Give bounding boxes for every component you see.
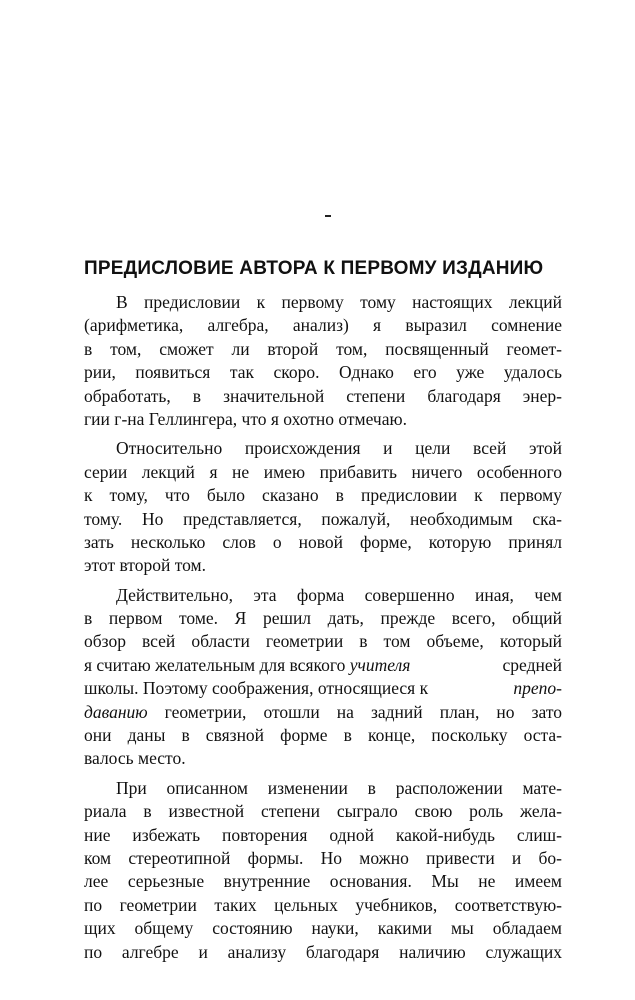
text-line: серии лекций я не имею прибавить ничего особенного bbox=[84, 461, 562, 482]
text-line bbox=[84, 654, 562, 677]
text-line bbox=[84, 677, 562, 700]
text-line: в том, сможет ли второй том, посвященный геомет- bbox=[84, 338, 562, 359]
page-title: ПРЕДИСЛОВИЕ АВТОРА К ПЕРВОМУ ИЗДАНИЮ bbox=[84, 258, 544, 279]
text-line: В предисловии к первому тому настоящих лекций bbox=[116, 292, 562, 312]
text-line: обзор всей области геометрии в том объеме, который bbox=[84, 631, 562, 652]
text-line: Действительно, эта форма совершенно иная, чем bbox=[116, 584, 562, 605]
paragraph-3 bbox=[84, 584, 562, 771]
text-run: средней bbox=[502, 654, 562, 675]
emphasis-text: учителя bbox=[349, 654, 411, 675]
text-run: геометрии, отошли на задний план, но зато bbox=[147, 701, 562, 722]
text-line: обработать, в значительной степени благодаря энер- bbox=[84, 385, 562, 406]
paragraph-1 bbox=[84, 291, 562, 431]
decorative-dash bbox=[325, 215, 331, 217]
text-run: школы. Поэтому соображения, относящиеся к bbox=[84, 678, 433, 699]
text-line: щих общему состоянию науки, какими мы обладаем bbox=[84, 918, 562, 939]
preface-body bbox=[84, 291, 562, 964]
text-line: тому. Но представляется, пожалуй, необходимым ска- bbox=[84, 508, 562, 529]
text-line: рии, появиться так скоро. Однако его уже удалось bbox=[84, 362, 562, 383]
text-line: к тому, что было сказано в предисловии к первому bbox=[84, 485, 562, 506]
text-line: зать несколько слов о новой форме, которую принял bbox=[84, 531, 562, 552]
text-line: по алгебре и анализу благодаря наличию служащих bbox=[84, 941, 562, 962]
text-line: При описанном изменении в расположении мате- bbox=[116, 777, 562, 798]
text-line: риала в известной степени сыграло свою роль жела- bbox=[84, 801, 562, 822]
text-line: лее серьезные внутренние основания. Мы не имеем bbox=[84, 871, 562, 892]
text-line: по геометрии таких цельных учебников, соответствую- bbox=[84, 894, 562, 915]
text-line bbox=[84, 701, 562, 724]
emphasis-text: даванию bbox=[84, 701, 148, 722]
text-line: (арифметика, алгебра, анализ) я выразил сомнение bbox=[84, 315, 562, 336]
paragraph-2 bbox=[84, 437, 562, 577]
text-line: ком стереотипной формы. Но можно привести и бо- bbox=[84, 847, 562, 868]
text-line: валось место. bbox=[84, 748, 186, 769]
text-line: Относительно происхождения и цели всей этой bbox=[116, 438, 562, 459]
text-line: ние избежать повторения одной какой-нибудь слиш- bbox=[84, 824, 562, 845]
emphasis-text: препо- bbox=[513, 678, 562, 699]
paragraph-4 bbox=[84, 777, 562, 964]
text-line: в первом томе. Я решил дать, прежде всего, общий bbox=[84, 608, 562, 629]
text-run: я считаю желательным для всякого bbox=[84, 654, 350, 675]
text-segment bbox=[84, 654, 410, 677]
text-line: они даны в связной форме в конце, поскольку оста- bbox=[84, 725, 562, 746]
text-line: этот второй том. bbox=[84, 555, 206, 576]
text-line: гии г-на Геллингера, что я охотно отмечаю. bbox=[84, 408, 407, 429]
